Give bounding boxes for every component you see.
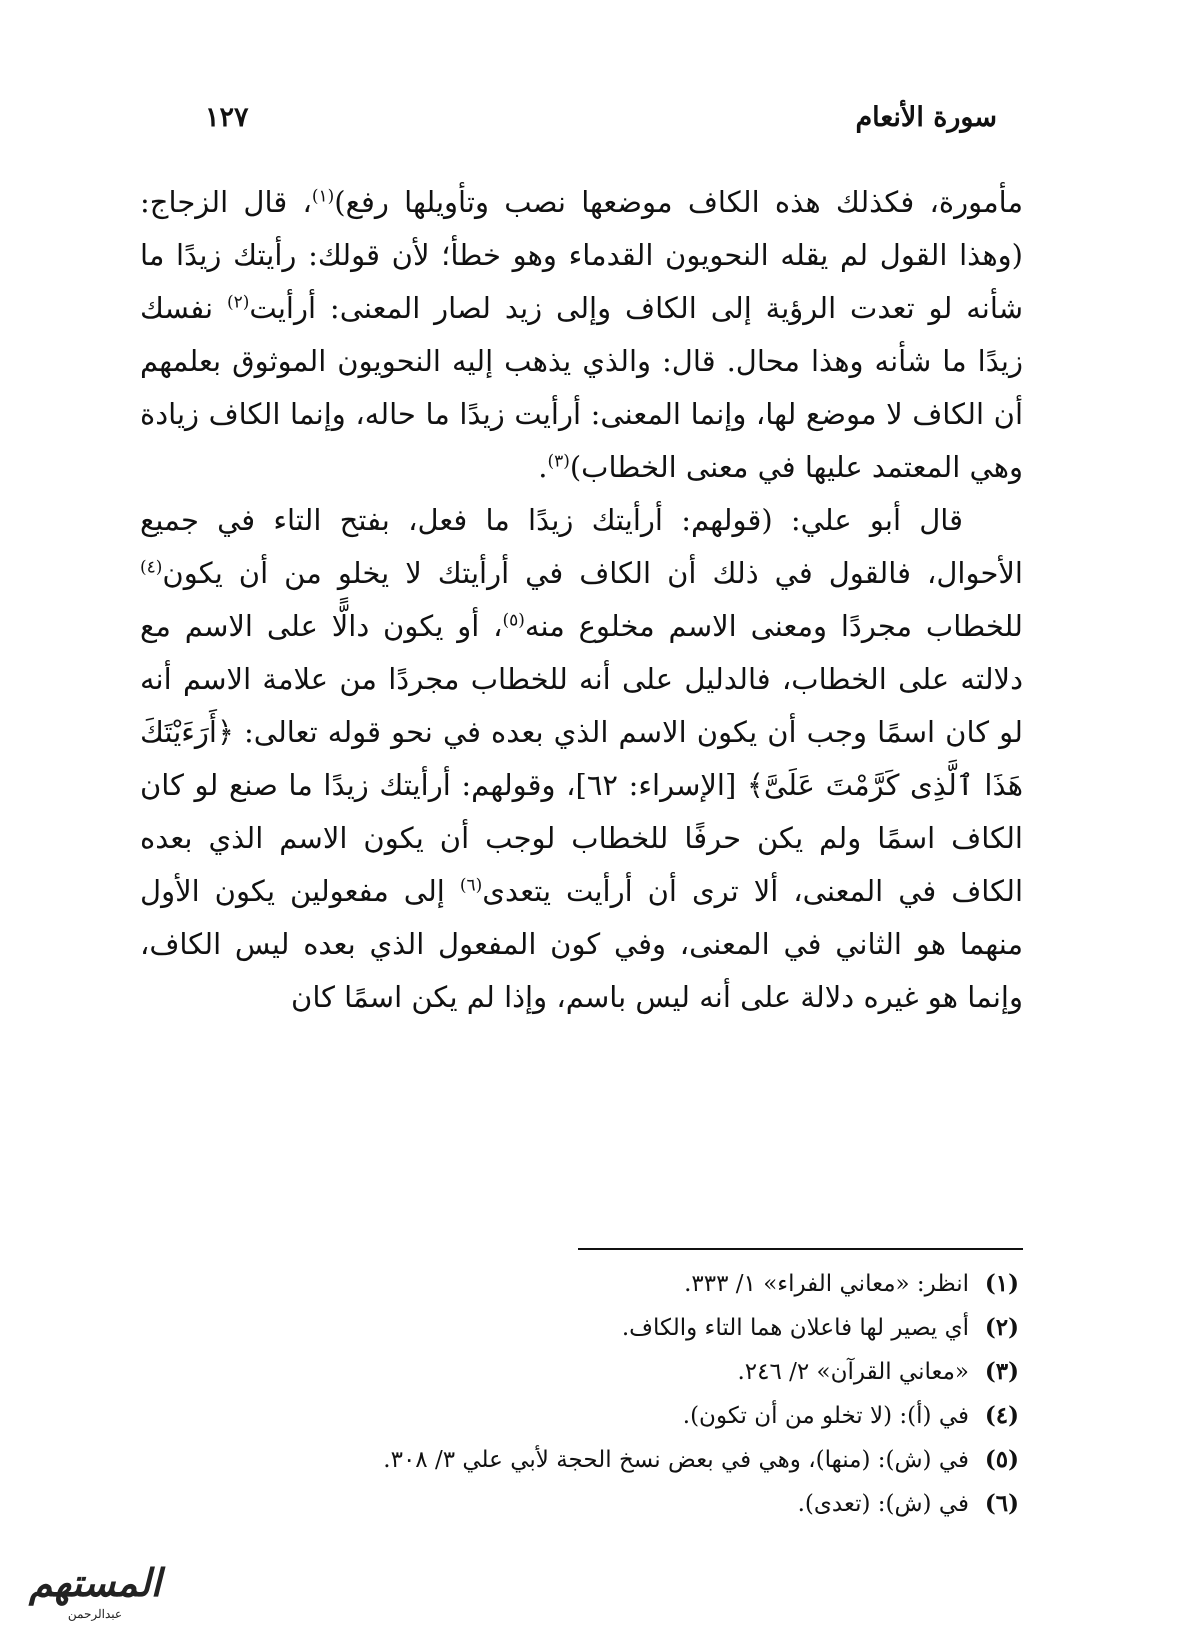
footnote-ref-1[interactable]: (١): [311, 186, 335, 207]
paragraph-1: [140, 176, 1023, 494]
footnote-text: في (ش): (تعدى).: [797, 1491, 969, 1517]
footnotes-list: [160, 1262, 1019, 1526]
footnote-ref-3[interactable]: (٣): [547, 451, 570, 472]
footnote-item: [160, 1350, 1019, 1394]
paragraph-text: مأمورة، فكذلك هذه الكاف موضعها نصب وتأويلها رفع): [334, 185, 1023, 219]
footnote-number: (٥): [984, 1446, 1019, 1473]
footnote-item: [160, 1394, 1019, 1438]
logo-subtext: عبدالرحمن: [67, 1607, 123, 1621]
footnote-text: أي يصير لها فاعلان هما التاء والكاف.: [621, 1315, 969, 1341]
surah-title: سورة الأنعام: [855, 101, 997, 133]
paragraph-text: .: [538, 450, 548, 484]
footnote-ref-5[interactable]: (٥): [502, 610, 525, 631]
logo-calligraphy: المستهم: [28, 1560, 162, 1605]
paragraph-text: للخطاب مجردًا ومعنى الاسم مخلوع منه: [524, 609, 1023, 643]
footnote-text: «معاني القرآن» ٢/ ٢٤٦.: [737, 1359, 969, 1385]
footnote-ref-6[interactable]: (٦): [459, 875, 483, 896]
footnote-item: [160, 1482, 1019, 1526]
footnote-text: في (أ): (لا تخلو من أن تكون).: [682, 1403, 969, 1429]
footnote-item: [160, 1438, 1019, 1482]
paragraph-2: [140, 494, 1023, 1024]
page-number: ١٢٧: [205, 101, 249, 133]
footnote-number: (١): [984, 1270, 1019, 1297]
paragraph-text: ، قال الزجاج: (وهذا القول لم يقله النحويون القدماء وهو خطأ؛ لأن قولك: رأيتك زيدًا ما شأنه لو تعدت الرؤية إلى الكاف وإلى زيد لصار المعنى: أرأيت: [140, 185, 1023, 325]
paragraph-text: إلى مفعولين يكون الأول منهما هو الثاني في المعنى، وفي كون المفعول الذي بعده ليس الكاف، وإنما هو غيره دلالة على أنه ليس باسم، وإذا لم يكن اسمًا كان: [140, 874, 1023, 1014]
paragraph-text: ، أو يكون دالًّا على الاسم مع دلالته على الخطاب، فالدليل على أنه للخطاب مجردًا من علامة الاسم أنه لو كان اسمًا وجب أن يكون الاسم الذي بعده في نحو قوله تعالى: ﴿أَرَءَيْتَكَ هَذَا ٱلَّذِى كَرَّمْتَ عَلَىَّ﴾ [الإسراء: ٦٢]، وقولهم: أرأيتك زيدًا ما صنع لو كان الكاف اسمًا ولم يكن حرفًا للخطاب لوجب أن يكون الاسم الذي بعده الكاف في المعنى، ألا ترى أن أرأيت يتعدى: [140, 609, 1024, 908]
footnote-text: انظر: «معاني الفراء» ١/ ٣٣٣.: [684, 1271, 969, 1297]
running-head: [205, 92, 997, 142]
footnote-number: (٣): [984, 1358, 1019, 1385]
publisher-logo: [20, 1550, 170, 1632]
footnote-text: في (ش): (منها)، وهي في بعض نسخ الحجة لأبي علي ٣/ ٣٠٨.: [383, 1447, 969, 1473]
footnote-number: (٦): [984, 1490, 1019, 1517]
paragraph-text: قال أبو علي: (قولهم: أرأيتك زيدًا ما فعل، بفتح التاء في جميع الأحوال، فالقول في ذلك أن الكاف في أرأيتك لا يخلو من أن يكون: [140, 503, 1023, 590]
footnote-ref-4[interactable]: (٤): [140, 557, 163, 578]
footnote-item: [160, 1262, 1019, 1306]
footnote-item: [160, 1306, 1019, 1350]
footnote-ref-2[interactable]: (٢): [226, 292, 250, 313]
main-text: [140, 176, 1023, 1024]
footnote-number: (٤): [984, 1402, 1019, 1429]
paragraph-text: نفسك زيدًا ما شأنه وهذا محال. قال: والذي يذهب إليه النحويون الموثوق بعلمهم أن الكاف لا موضع لها، وإنما المعنى: أرأيت زيدًا ما حاله، وإنما الكاف زيادة وهي المعتمد عليها في معنى الخطاب): [140, 291, 1023, 484]
footnote-divider: [578, 1248, 1023, 1250]
footnote-number: (٢): [984, 1314, 1019, 1341]
